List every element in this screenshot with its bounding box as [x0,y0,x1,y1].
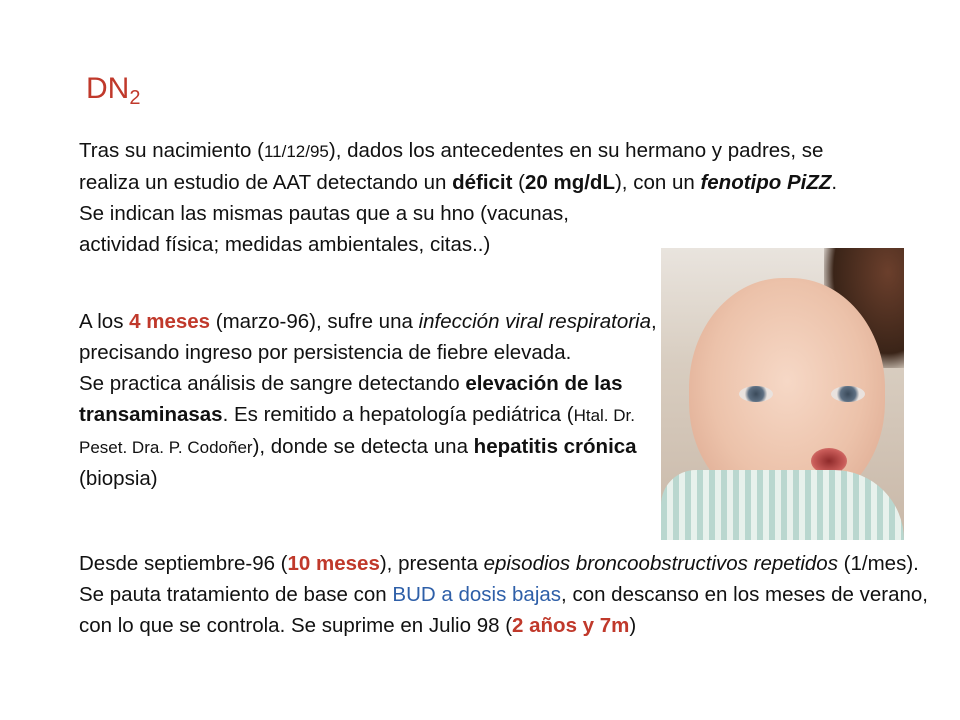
baby-eye-left [739,386,773,402]
paragraph-treatment: Desde septiembre-96 (10 meses), presenta episodios broncoobstructivos repetidos (1/mes). Se pauta tratamiento de base con BUD a dosis bajas, con descanso en los meses de verano, con lo que se controla. Se suprime en Julio 98 (2 años y 7m) [79,552,928,637]
paragraph-infection: A los 4 meses (marzo-96), sufre una infección viral respiratoria, precisando ingreso por persistencia de fiebre elevada. Se practica análisis de sangre detectando elevación de las transaminasas. Es remitido a hepatología pediátrica (Htal. Dr. Peset. Dra. P. Codoñer), donde se detecta una hepatitis crónica (biopsia) [79,310,657,490]
baby-eye-right [831,386,865,402]
paragraph-birth: Tras su nacimiento (11/12/95), dados los antecedentes en su hermano y padres, se realiza un estudio de AAT detectando un déficit (20 mg/dL), con un fenotipo PiZZ. Se indican las mismas pautas que a su hno (vacunas, actividad física; medidas ambientales, citas..) [79,139,838,256]
slide-title: $DN_2$ [86,72,141,109]
baby-photo [661,248,904,540]
